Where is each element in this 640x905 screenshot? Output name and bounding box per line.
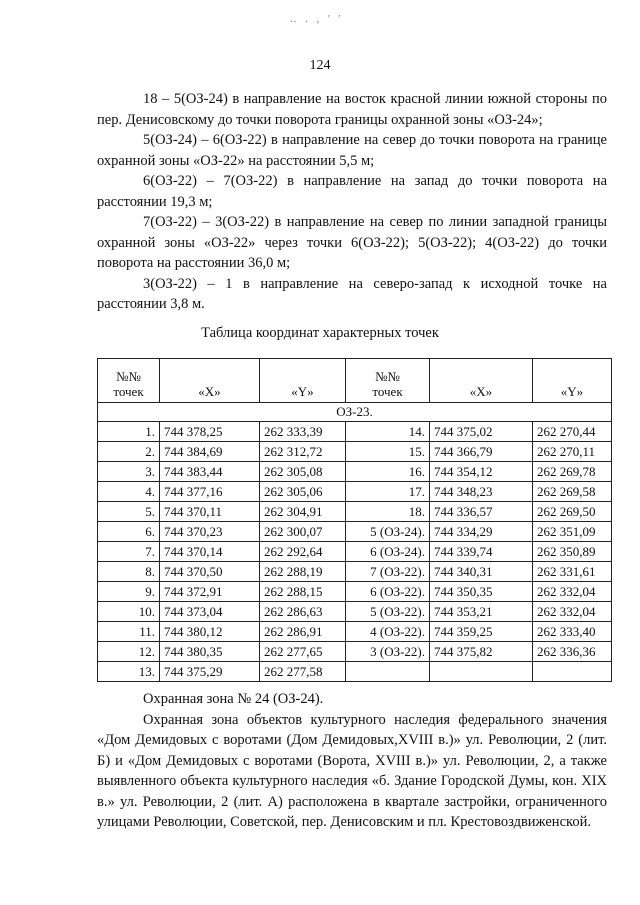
x-coordinate-cell: 744 378,25 — [160, 422, 260, 442]
header-y: «Y» — [533, 359, 612, 403]
zone-label: ОЗ-23. — [98, 403, 612, 422]
y-coordinate-cell: 262 269,50 — [533, 502, 612, 522]
x-coordinate-cell: 744 370,50 — [160, 562, 260, 582]
point-number-cell: 5. — [98, 502, 160, 522]
point-number-cell: 6 (ОЗ-24). — [346, 542, 430, 562]
point-number-cell: 14. — [346, 422, 430, 442]
y-coordinate-cell: 262 270,44 — [533, 422, 612, 442]
point-number-cell: 5 (ОЗ-22). — [346, 602, 430, 622]
x-coordinate-cell: 744 353,21 — [430, 602, 533, 622]
y-coordinate-cell: 262 351,09 — [533, 522, 612, 542]
point-number-cell: 10. — [98, 602, 160, 622]
point-number-cell: 12. — [98, 642, 160, 662]
y-coordinate-cell: 262 305,08 — [260, 462, 346, 482]
paragraph: 6(ОЗ-22) – 7(ОЗ-22) в направление на запад до точки поворота на расстоянии 19,3 м; — [97, 173, 607, 210]
x-coordinate-cell: 744 372,91 — [160, 582, 260, 602]
table-title: Таблица координат характерных точек — [201, 325, 439, 341]
x-coordinate-cell — [430, 662, 533, 682]
x-coordinate-cell: 744 380,35 — [160, 642, 260, 662]
header-point-number — [98, 359, 160, 403]
y-coordinate-cell: 262 333,39 — [260, 422, 346, 442]
table-row — [98, 542, 612, 562]
header-x: «X» — [430, 359, 533, 403]
y-coordinate-cell: 262 269,58 — [533, 482, 612, 502]
zone-description — [97, 689, 607, 833]
table-row — [98, 462, 612, 482]
x-coordinate-cell: 744 339,74 — [430, 542, 533, 562]
paragraph: 5(ОЗ-24) – 6(ОЗ-22) в направление на север до точки поворота на границе охранной зоны «ОЗ-22» на расстоянии 5,5 м; — [97, 132, 607, 169]
x-coordinate-cell: 744 350,35 — [430, 582, 533, 602]
x-coordinate-cell: 744 354,12 — [430, 462, 533, 482]
y-coordinate-cell — [533, 662, 612, 682]
point-number-cell: 15. — [346, 442, 430, 462]
point-number-cell: 4. — [98, 482, 160, 502]
x-coordinate-cell: 744 370,11 — [160, 502, 260, 522]
paragraph: 3(ОЗ-22) – 1 в направление на северо-запад к исходной точке на расстоянии 3,8 м. — [97, 275, 607, 312]
y-coordinate-cell: 262 292,64 — [260, 542, 346, 562]
y-coordinate-cell: 262 350,89 — [533, 542, 612, 562]
point-number-cell: 2. — [98, 442, 160, 462]
y-coordinate-cell: 262 288,19 — [260, 562, 346, 582]
point-number-cell: 17. — [346, 482, 430, 502]
paragraph: Охранная зона объектов культурного наследия федерального значения «Дом Демидовых с воротами (Дом Демидовых,XVIII в.)» ул. Революции, 2 (лит. Б) и «Дом Демидовых с воротами (Ворота, XVIII в.)» ул. Революции, 2, а также выявленного объекта культурного наследия «б. Здание Городской Думы, кон. XIX в.» ул. Революции, 2 (лит. А) расположена в квартале застройки, ограниченного улицами Революции, Советской, пер. Денисовским и пл. Крестовоздвиженской. — [97, 711, 607, 830]
x-coordinate-cell: 744 377,16 — [160, 482, 260, 502]
point-number-cell: 6. — [98, 522, 160, 542]
coordinates-table — [97, 358, 612, 682]
y-coordinate-cell: 262 270,11 — [533, 442, 612, 462]
x-coordinate-cell: 744 334,29 — [430, 522, 533, 542]
header-point-number — [346, 359, 430, 403]
table-row — [98, 622, 612, 642]
point-number-cell — [346, 662, 430, 682]
x-coordinate-cell: 744 375,82 — [430, 642, 533, 662]
x-coordinate-cell: 744 384,69 — [160, 442, 260, 462]
scan-artifact: ‥ . ‚ ' ′ — [290, 14, 344, 25]
zone-heading: Охранная зона № 24 (ОЗ-24). — [143, 691, 324, 707]
table-row — [98, 602, 612, 622]
zone-row — [98, 403, 612, 422]
header-points-label: точек — [372, 384, 403, 399]
table-header-row — [98, 359, 612, 403]
header-numsign: №№ — [375, 369, 400, 384]
y-coordinate-cell: 262 305,06 — [260, 482, 346, 502]
point-number-cell: 7 (ОЗ-22). — [346, 562, 430, 582]
point-number-cell: 13. — [98, 662, 160, 682]
point-number-cell: 9. — [98, 582, 160, 602]
boundary-description — [97, 89, 607, 315]
header-x: «X» — [160, 359, 260, 403]
point-number-cell: 6 (ОЗ-22). — [346, 582, 430, 602]
x-coordinate-cell: 744 336,57 — [430, 502, 533, 522]
y-coordinate-cell: 262 331,61 — [533, 562, 612, 582]
y-coordinate-cell: 262 286,91 — [260, 622, 346, 642]
point-number-cell: 3. — [98, 462, 160, 482]
point-number-cell: 8. — [98, 562, 160, 582]
x-coordinate-cell: 744 366,79 — [430, 442, 533, 462]
y-coordinate-cell: 262 312,72 — [260, 442, 346, 462]
header-y: «Y» — [260, 359, 346, 403]
x-coordinate-cell: 744 370,23 — [160, 522, 260, 542]
table-row — [98, 662, 612, 682]
x-coordinate-cell: 744 383,44 — [160, 462, 260, 482]
point-number-cell: 1. — [98, 422, 160, 442]
y-coordinate-cell: 262 277,65 — [260, 642, 346, 662]
y-coordinate-cell: 262 269,78 — [533, 462, 612, 482]
point-number-cell: 18. — [346, 502, 430, 522]
point-number-cell: 11. — [98, 622, 160, 642]
table-row — [98, 582, 612, 602]
y-coordinate-cell: 262 288,15 — [260, 582, 346, 602]
paragraph: 18 – 5(ОЗ-24) в направление на восток красной линии южной стороны по пер. Денисовскому до точки поворота границы охранной зоны «ОЗ-24»; — [97, 91, 607, 128]
x-coordinate-cell: 744 348,23 — [430, 482, 533, 502]
point-number-cell: 16. — [346, 462, 430, 482]
table-row — [98, 562, 612, 582]
y-coordinate-cell: 262 336,36 — [533, 642, 612, 662]
x-coordinate-cell: 744 373,04 — [160, 602, 260, 622]
paragraph: 7(ОЗ-22) – 3(ОЗ-22) в направление на север по линии западной границы охранной зоны «ОЗ-22» через точки 6(ОЗ-22); 5(ОЗ-22); 4(ОЗ-22) до точки поворота на расстоянии 36,0 м; — [97, 214, 607, 271]
point-number-cell: 5 (ОЗ-24). — [346, 522, 430, 542]
point-number-cell: 3 (ОЗ-22). — [346, 642, 430, 662]
x-coordinate-cell: 744 370,14 — [160, 542, 260, 562]
table-row — [98, 502, 612, 522]
point-number-cell: 7. — [98, 542, 160, 562]
table-row — [98, 642, 612, 662]
y-coordinate-cell: 262 332,04 — [533, 582, 612, 602]
x-coordinate-cell: 744 375,29 — [160, 662, 260, 682]
point-number-cell: 4 (ОЗ-22). — [346, 622, 430, 642]
table-row — [98, 522, 612, 542]
header-points-label: точек — [113, 384, 144, 399]
y-coordinate-cell: 262 300,07 — [260, 522, 346, 542]
x-coordinate-cell: 744 359,25 — [430, 622, 533, 642]
header-numsign: №№ — [116, 369, 141, 384]
y-coordinate-cell: 262 277,58 — [260, 662, 346, 682]
page-number: 124 — [309, 58, 331, 73]
y-coordinate-cell: 262 332,04 — [533, 602, 612, 622]
y-coordinate-cell: 262 286,63 — [260, 602, 346, 622]
y-coordinate-cell: 262 333,40 — [533, 622, 612, 642]
x-coordinate-cell: 744 340,31 — [430, 562, 533, 582]
x-coordinate-cell: 744 380,12 — [160, 622, 260, 642]
table-row — [98, 442, 612, 462]
x-coordinate-cell: 744 375,02 — [430, 422, 533, 442]
table-row — [98, 482, 612, 502]
table-row — [98, 422, 612, 442]
y-coordinate-cell: 262 304,91 — [260, 502, 346, 522]
